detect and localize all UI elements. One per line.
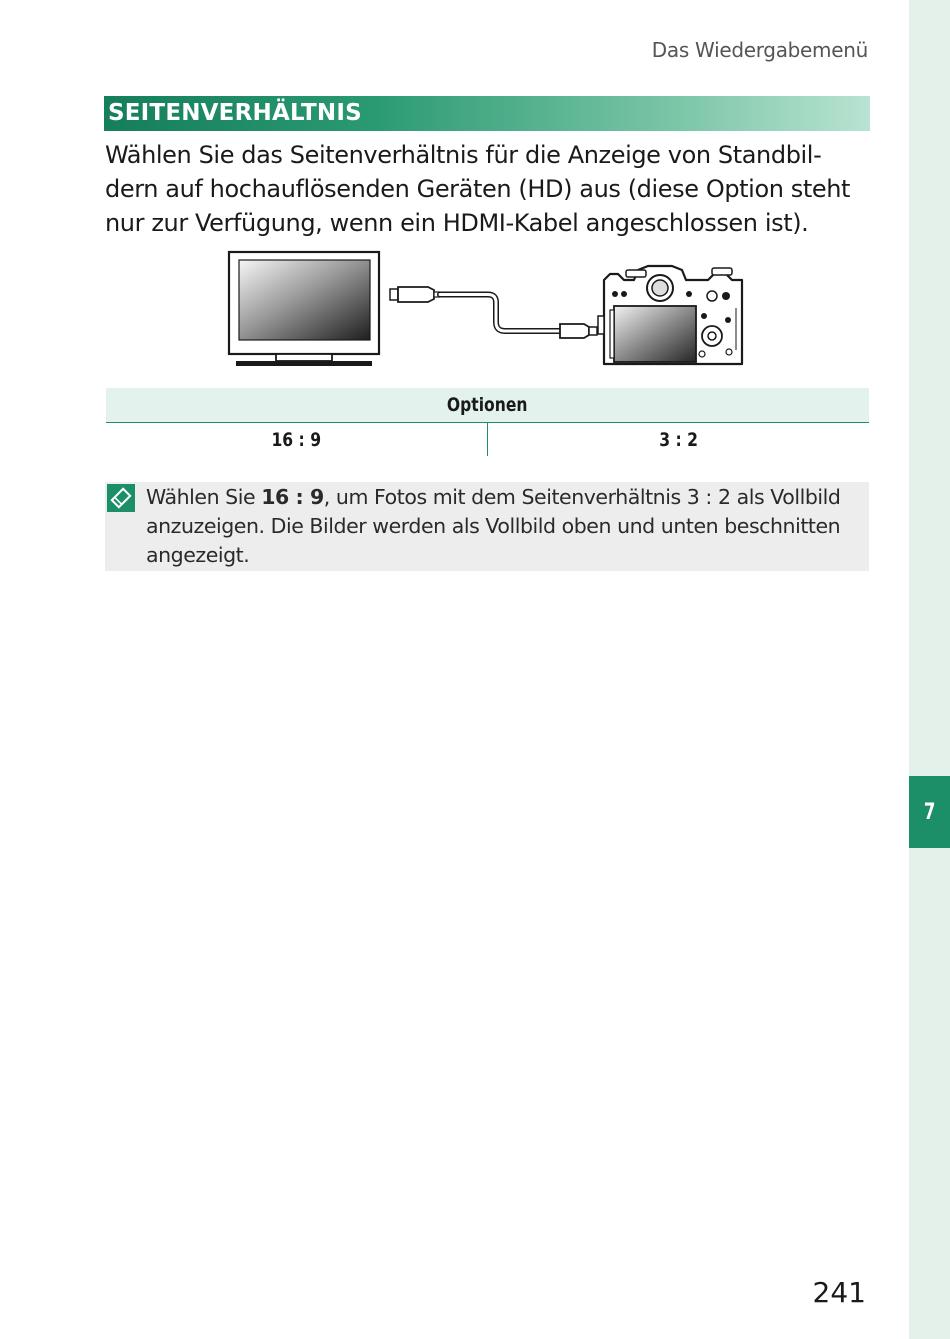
intro-paragraph (105, 138, 875, 240)
note-suffix: , um Fotos mit dem Seitenverhältnis 3 : 2 als Vollbild anzuzeigen. Die Bilder werden als Vollbild oben und unten beschnitten angezeigt. (146, 485, 841, 567)
camera-illustration (598, 266, 742, 364)
option-3-2[interactable] (488, 423, 869, 456)
option-3-2-label: 3 : 2 (659, 428, 698, 451)
note-icon (107, 484, 135, 512)
note-prefix: Wählen Sie (146, 485, 262, 509)
option-16-9-label: 16 : 9 (271, 428, 322, 451)
intro-line-2: dern auf hochauflösenden Geräten (HD) aus (diese Option steht (105, 175, 851, 203)
intro-line-3: nur zur Verfügung, wenn ein HDMI-Kabel angeschlossen ist). (105, 209, 809, 237)
running-head: Das Wiedergabemenü (651, 38, 868, 62)
chapter-number: 7 (923, 799, 936, 825)
section-title: SEITENVERHÄLTNIS (104, 96, 870, 131)
option-16-9[interactable] (106, 423, 488, 456)
note-text (146, 483, 861, 570)
options-table-row (106, 423, 869, 456)
chapter-tab[interactable] (909, 776, 950, 848)
page-number: 241 (812, 1276, 866, 1309)
options-table-header (106, 388, 869, 423)
hdmi-connection-illustration (226, 250, 746, 370)
note-box (105, 482, 869, 571)
options-table (106, 388, 869, 456)
note-highlight: 16 : 9 (261, 485, 324, 509)
hdmi-cable-illustration (390, 287, 597, 338)
chapter-side-strip (909, 0, 950, 1339)
options-header-label: Optionen (447, 394, 528, 416)
hdtv-illustration (229, 252, 379, 366)
intro-line-1: Wählen Sie das Seitenverhältnis für die Anzeige von Standbil- (105, 141, 822, 169)
